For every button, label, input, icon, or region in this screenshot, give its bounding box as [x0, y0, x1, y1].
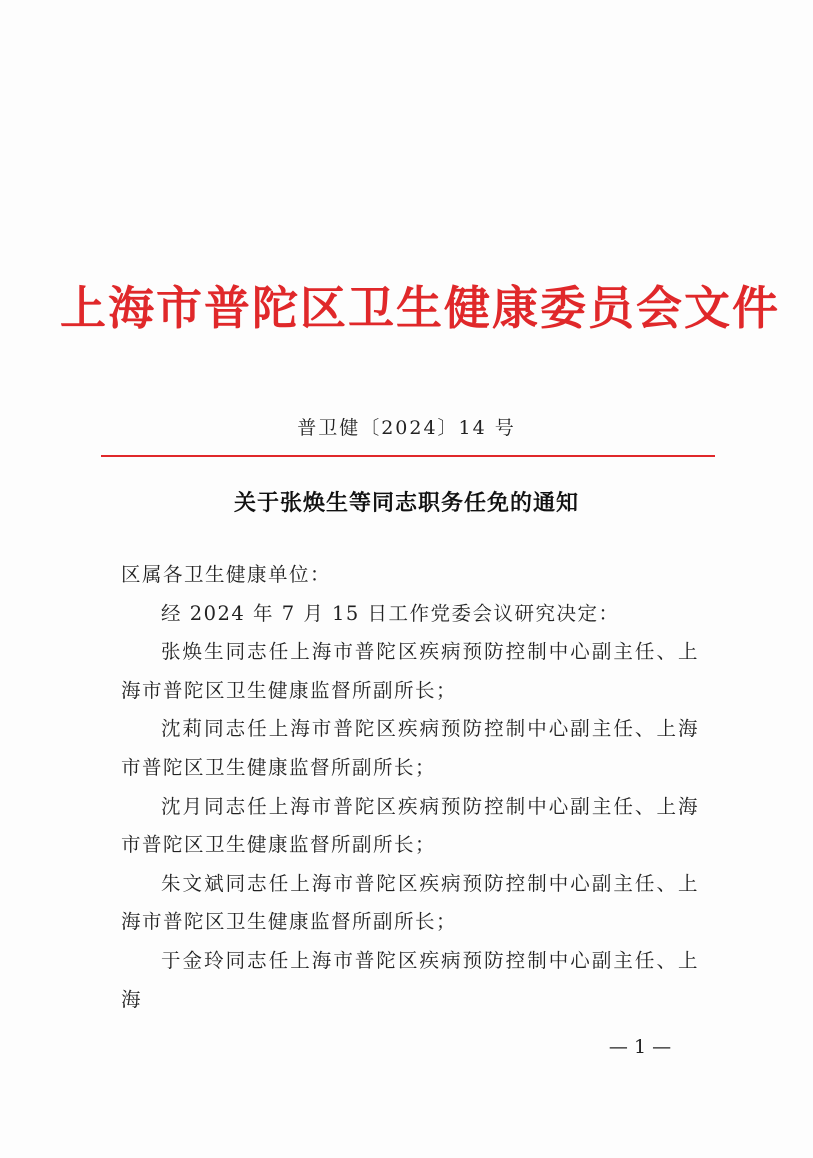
issuing-authority-header: 上海市普陀区卫生健康委员会文件: [60, 281, 780, 335]
appointment-paragraph: 沈莉同志任上海市普陀区疾病预防控制中心副主任、上海市普陀区卫生健康监督所副所长；: [121, 717, 699, 779]
document-number: 普卫健〔2024〕14 号: [297, 417, 516, 439]
document-title: 关于张焕生等同志职务任免的通知: [233, 491, 579, 516]
page-number: — 1 —: [608, 1036, 672, 1058]
appointment-paragraph: 于金玲同志任上海市普陀区疾病预防控制中心副主任、上海: [121, 948, 699, 1011]
decision-intro-paragraph: 经 2024 年 7 月 15 日工作党委会议研究决定：: [161, 601, 620, 625]
appointment-paragraph: 张焕生同志任上海市普陀区疾病预防控制中心副主任、上海市普陀区卫生健康监督所副所长；: [121, 640, 699, 702]
salutation: 区属各卫生健康单位：: [121, 563, 332, 586]
appointment-paragraph: 朱文斌同志任上海市普陀区疾病预防控制中心副主任、上海市普陀区卫生健康监督所副所长；: [121, 871, 699, 934]
document-body: [121, 556, 699, 1019]
red-separator-line: [101, 455, 715, 457]
appointment-paragraph: 沈月同志任上海市普陀区疾病预防控制中心副主任、上海市普陀区卫生健康监督所副所长；: [121, 794, 699, 857]
